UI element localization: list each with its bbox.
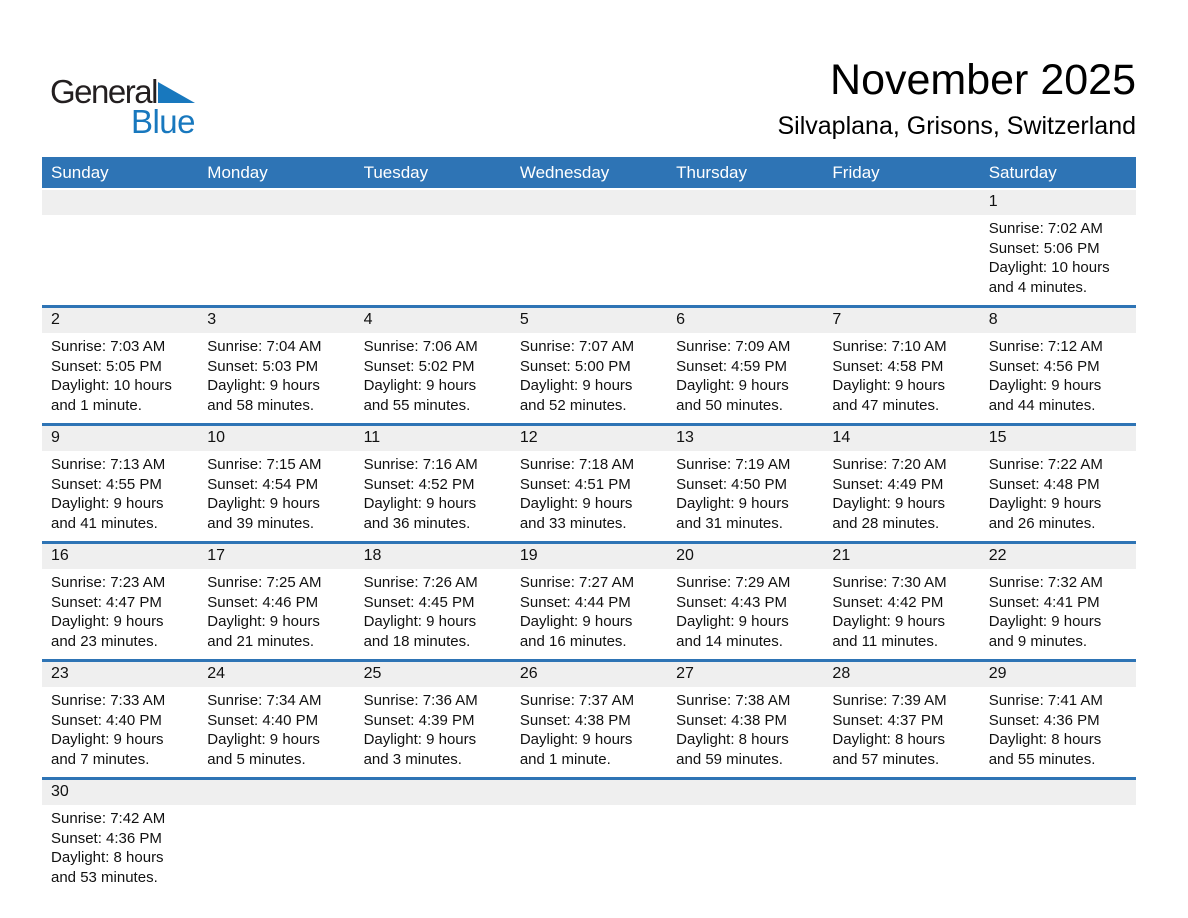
empty-day-cell [511, 190, 667, 305]
week-row [42, 190, 1136, 305]
sunset-text: Sunset: 4:54 PM [207, 475, 319, 493]
sunset-text: Sunset: 4:55 PM [51, 475, 162, 493]
daylight-text-cont: and 3 minutes. [363, 750, 462, 768]
day-details [355, 569, 511, 659]
day-details [511, 805, 667, 817]
daylight-text: Daylight: 9 hours [51, 731, 164, 748]
sunset-text: Sunset: 4:46 PM [207, 593, 319, 611]
daylight-text: Daylight: 9 hours [832, 613, 945, 630]
daylight-text-cont: and 18 minutes. [363, 632, 471, 650]
week-row [42, 777, 1136, 895]
sunset-text: Sunset: 4:56 PM [988, 357, 1100, 375]
sunset-text: Sunset: 4:36 PM [988, 711, 1100, 729]
daylight-text: Daylight: 9 hours [676, 377, 789, 394]
day-details [667, 687, 823, 777]
daylight-text: Daylight: 9 hours [519, 377, 633, 394]
day-cell [667, 544, 823, 659]
daylight-text-cont: and 9 minutes. [988, 632, 1088, 650]
daylight-text-cont: and 53 minutes. [51, 868, 158, 886]
day-details [511, 451, 667, 541]
daylight-text-cont: and 52 minutes. [519, 396, 627, 414]
sunset-text: Sunset: 4:40 PM [51, 711, 162, 729]
daylight-text-cont: and 31 minutes. [676, 514, 783, 532]
day-number: 15 [980, 426, 1136, 451]
daylight-text: Daylight: 9 hours [988, 495, 1102, 512]
day-details [42, 451, 198, 541]
empty-day-cell [198, 780, 354, 895]
weekday-header-thursday: Thursday [676, 162, 748, 182]
daylight-text: Daylight: 9 hours [519, 731, 633, 748]
daylight-text: Daylight: 9 hours [207, 495, 320, 512]
sunrise-text: Sunrise: 7:26 AM [363, 574, 478, 591]
weekday-header-sunday: Sunday [51, 162, 109, 182]
daylight-text-cont: and 4 minutes. [988, 278, 1088, 296]
daylight-text-cont: and 11 minutes. [832, 632, 939, 650]
day-details [198, 687, 354, 777]
daylight-text: Daylight: 9 hours [832, 495, 945, 512]
daylight-text-cont: and 58 minutes. [207, 396, 315, 414]
day-number [823, 190, 979, 215]
day-details [198, 451, 354, 541]
daylight-text: Daylight: 9 hours [832, 377, 945, 394]
day-cell [823, 662, 979, 777]
sunset-text: Sunset: 4:58 PM [832, 357, 944, 375]
day-number: 18 [355, 544, 511, 569]
daylight-text-cont: and 28 minutes. [832, 514, 940, 532]
day-details [355, 451, 511, 541]
day-number: 14 [823, 426, 979, 451]
daylight-text-cont: and 59 minutes. [676, 750, 783, 768]
sunrise-text: Sunrise: 7:20 AM [832, 456, 947, 473]
sunrise-text: Sunrise: 7:02 AM [988, 220, 1103, 237]
weekday-header-wednesday: Wednesday [519, 162, 610, 182]
day-number: 17 [198, 544, 354, 569]
sunset-text: Sunset: 4:39 PM [363, 711, 475, 729]
day-details [355, 333, 511, 423]
day-details [198, 569, 354, 659]
day-details [823, 805, 979, 817]
weekday-header-row [42, 157, 1136, 188]
empty-day-cell [355, 780, 511, 895]
day-number: 11 [355, 426, 511, 451]
day-details [667, 569, 823, 659]
day-details [980, 215, 1136, 305]
day-cell [42, 426, 198, 541]
empty-day-cell [198, 190, 354, 305]
day-number [198, 190, 354, 215]
day-details [511, 215, 667, 227]
day-number: 20 [667, 544, 823, 569]
day-number [42, 190, 198, 215]
sunset-text: Sunset: 4:51 PM [519, 475, 631, 493]
day-details [980, 687, 1136, 777]
sunrise-text: Sunrise: 7:37 AM [519, 692, 635, 709]
week-row [42, 305, 1136, 423]
daylight-text: Daylight: 9 hours [51, 613, 164, 630]
day-cell [667, 662, 823, 777]
day-details [980, 805, 1136, 817]
empty-day-cell [823, 780, 979, 895]
day-number: 7 [823, 308, 979, 333]
day-details [198, 805, 354, 817]
day-number: 9 [42, 426, 198, 451]
week-row [42, 659, 1136, 777]
day-number [355, 780, 511, 805]
day-cell [198, 308, 354, 423]
daylight-text: Daylight: 8 hours [988, 731, 1102, 748]
daylight-text: Daylight: 9 hours [363, 377, 477, 394]
day-details [42, 569, 198, 659]
sunset-text: Sunset: 4:50 PM [676, 475, 788, 493]
sunrise-text: Sunrise: 7:09 AM [676, 338, 791, 355]
sunset-text: Sunset: 5:02 PM [363, 357, 475, 375]
empty-day-cell [667, 190, 823, 305]
sunset-text: Sunset: 4:59 PM [676, 357, 788, 375]
sunrise-text: Sunrise: 7:27 AM [519, 574, 635, 591]
empty-day-cell [823, 190, 979, 305]
empty-day-cell [667, 780, 823, 895]
sunrise-text: Sunrise: 7:41 AM [988, 692, 1103, 709]
daylight-text: Daylight: 8 hours [832, 731, 945, 748]
daylight-text-cont: and 57 minutes. [832, 750, 940, 768]
daylight-text: Daylight: 9 hours [363, 613, 477, 630]
sunset-text: Sunset: 4:37 PM [832, 711, 944, 729]
day-details [42, 805, 198, 895]
day-number: 4 [355, 308, 511, 333]
daylight-text: Daylight: 9 hours [51, 495, 164, 512]
daylight-text-cont: and 36 minutes. [363, 514, 471, 532]
day-number: 26 [511, 662, 667, 687]
daylight-text-cont: and 16 minutes. [519, 632, 627, 650]
daylight-text: Daylight: 9 hours [988, 377, 1102, 394]
sunrise-text: Sunrise: 7:34 AM [207, 692, 322, 709]
day-cell [980, 426, 1136, 541]
daylight-text-cont: and 47 minutes. [832, 396, 940, 414]
day-details [355, 215, 511, 227]
day-cell [355, 426, 511, 541]
day-details [355, 805, 511, 817]
day-cell [198, 544, 354, 659]
day-number [355, 190, 511, 215]
day-number: 2 [42, 308, 198, 333]
day-cell [980, 544, 1136, 659]
daylight-text: Daylight: 8 hours [51, 849, 164, 866]
day-number [823, 780, 979, 805]
day-cell [511, 662, 667, 777]
sunrise-text: Sunrise: 7:29 AM [676, 574, 791, 591]
sunrise-text: Sunrise: 7:42 AM [51, 810, 166, 827]
day-cell [198, 662, 354, 777]
day-number [667, 780, 823, 805]
day-cell [823, 426, 979, 541]
day-details [667, 451, 823, 541]
sunset-text: Sunset: 4:44 PM [519, 593, 631, 611]
sunrise-text: Sunrise: 7:03 AM [51, 338, 166, 355]
day-cell [511, 544, 667, 659]
day-cell [355, 544, 511, 659]
sunrise-text: Sunrise: 7:07 AM [519, 338, 635, 355]
day-details [511, 333, 667, 423]
general-blue-logo [50, 73, 195, 140]
day-number: 6 [667, 308, 823, 333]
daylight-text: Daylight: 9 hours [363, 731, 477, 748]
sunset-text: Sunset: 5:06 PM [988, 239, 1100, 257]
daylight-text-cont: and 55 minutes. [363, 396, 471, 414]
day-details [511, 569, 667, 659]
day-details [42, 333, 198, 423]
sunset-text: Sunset: 4:45 PM [363, 593, 475, 611]
daylight-text-cont: and 41 minutes. [51, 514, 158, 532]
daylight-text: Daylight: 10 hours [988, 259, 1110, 276]
day-cell [823, 308, 979, 423]
daylight-text: Daylight: 9 hours [519, 613, 633, 630]
day-cell [42, 662, 198, 777]
day-number: 22 [980, 544, 1136, 569]
day-cell [42, 308, 198, 423]
day-cell [355, 662, 511, 777]
day-number [198, 780, 354, 805]
daylight-text-cont: and 33 minutes. [519, 514, 627, 532]
daylight-text: Daylight: 9 hours [676, 495, 789, 512]
daylight-text-cont: and 26 minutes. [988, 514, 1096, 532]
day-details [667, 805, 823, 817]
day-details [42, 215, 198, 227]
title-block [778, 56, 1137, 141]
sunset-text: Sunset: 4:48 PM [988, 475, 1100, 493]
day-number: 12 [511, 426, 667, 451]
sunset-text: Sunset: 4:40 PM [207, 711, 319, 729]
day-cell [980, 308, 1136, 423]
sunrise-text: Sunrise: 7:19 AM [676, 456, 791, 473]
sunrise-text: Sunrise: 7:30 AM [832, 574, 947, 591]
day-number: 5 [511, 308, 667, 333]
logo-triangle-icon [158, 82, 195, 103]
day-cell [355, 308, 511, 423]
sunrise-text: Sunrise: 7:06 AM [363, 338, 478, 355]
daylight-text-cont: and 39 minutes. [207, 514, 315, 532]
day-number: 8 [980, 308, 1136, 333]
sunrise-text: Sunrise: 7:39 AM [832, 692, 947, 709]
daylight-text-cont: and 1 minute. [51, 396, 142, 414]
day-number [980, 780, 1136, 805]
daylight-text: Daylight: 9 hours [207, 613, 320, 630]
day-number: 16 [42, 544, 198, 569]
sunset-text: Sunset: 4:49 PM [832, 475, 944, 493]
sunrise-text: Sunrise: 7:22 AM [988, 456, 1103, 473]
day-details [823, 451, 979, 541]
day-cell [511, 426, 667, 541]
day-number: 30 [42, 780, 198, 805]
sunrise-text: Sunrise: 7:16 AM [363, 456, 478, 473]
sunrise-text: Sunrise: 7:12 AM [988, 338, 1103, 355]
day-cell [980, 662, 1136, 777]
daylight-text-cont: and 23 minutes. [51, 632, 158, 650]
day-details [823, 569, 979, 659]
day-details [355, 687, 511, 777]
day-details [42, 687, 198, 777]
sunset-text: Sunset: 4:36 PM [51, 829, 162, 847]
day-number: 19 [511, 544, 667, 569]
day-details [667, 333, 823, 423]
daylight-text: Daylight: 9 hours [363, 495, 477, 512]
empty-day-cell [42, 190, 198, 305]
daylight-text-cont: and 44 minutes. [988, 396, 1096, 414]
day-details [511, 687, 667, 777]
daylight-text-cont: and 14 minutes. [676, 632, 783, 650]
daylight-text-cont: and 21 minutes. [207, 632, 315, 650]
daylight-text: Daylight: 9 hours [207, 377, 320, 394]
empty-day-cell [511, 780, 667, 895]
day-details [823, 215, 979, 227]
day-number: 3 [198, 308, 354, 333]
day-details [667, 215, 823, 227]
daylight-text-cont: and 7 minutes. [51, 750, 150, 768]
daylight-text: Daylight: 8 hours [676, 731, 789, 748]
day-details [823, 333, 979, 423]
sunset-text: Sunset: 4:47 PM [51, 593, 162, 611]
day-cell [511, 308, 667, 423]
sunrise-text: Sunrise: 7:38 AM [676, 692, 791, 709]
calendar-table [42, 157, 1136, 895]
calendar-grid [42, 190, 1136, 895]
sunrise-text: Sunrise: 7:36 AM [363, 692, 478, 709]
day-number [511, 780, 667, 805]
day-details [980, 569, 1136, 659]
sunset-text: Sunset: 5:00 PM [519, 357, 631, 375]
week-row [42, 423, 1136, 541]
day-cell [42, 544, 198, 659]
daylight-text-cont: and 55 minutes. [988, 750, 1096, 768]
sunrise-text: Sunrise: 7:10 AM [832, 338, 947, 355]
day-number: 1 [980, 190, 1136, 215]
page-subtitle: Silvaplana, Grisons, Switzerland [777, 112, 1136, 140]
sunrise-text: Sunrise: 7:33 AM [51, 692, 166, 709]
daylight-text: Daylight: 9 hours [207, 731, 320, 748]
day-number: 27 [667, 662, 823, 687]
day-number: 13 [667, 426, 823, 451]
weekday-header-saturday: Saturday [988, 162, 1057, 182]
day-details [198, 333, 354, 423]
day-number: 23 [42, 662, 198, 687]
sunrise-text: Sunrise: 7:13 AM [51, 456, 166, 473]
day-number [667, 190, 823, 215]
day-details [823, 687, 979, 777]
day-number: 28 [823, 662, 979, 687]
daylight-text: Daylight: 9 hours [988, 613, 1102, 630]
weekday-header-monday: Monday [207, 162, 268, 182]
day-number [511, 190, 667, 215]
sunrise-text: Sunrise: 7:04 AM [207, 338, 322, 355]
day-number: 25 [355, 662, 511, 687]
sunrise-text: Sunrise: 7:25 AM [207, 574, 322, 591]
sunset-text: Sunset: 5:05 PM [51, 357, 162, 375]
day-number: 29 [980, 662, 1136, 687]
logo-text-blue: Blue [130, 103, 195, 140]
daylight-text: Daylight: 9 hours [676, 613, 789, 630]
sunset-text: Sunset: 4:43 PM [676, 593, 788, 611]
sunset-text: Sunset: 4:38 PM [519, 711, 631, 729]
day-cell [667, 426, 823, 541]
daylight-text-cont: and 1 minute. [519, 750, 611, 768]
empty-day-cell [980, 780, 1136, 895]
day-cell [980, 190, 1136, 305]
daylight-text: Daylight: 9 hours [519, 495, 633, 512]
sunset-text: Sunset: 5:03 PM [207, 357, 319, 375]
logo-text-general: General [50, 73, 157, 110]
day-number: 24 [198, 662, 354, 687]
day-details [980, 333, 1136, 423]
sunrise-text: Sunrise: 7:15 AM [207, 456, 322, 473]
daylight-text-cont: and 50 minutes. [676, 396, 783, 414]
weekday-header-friday: Friday [832, 162, 880, 182]
day-details [198, 215, 354, 227]
sunset-text: Sunset: 4:38 PM [676, 711, 788, 729]
sunset-text: Sunset: 4:42 PM [832, 593, 944, 611]
day-cell [667, 308, 823, 423]
day-cell [823, 544, 979, 659]
daylight-text: Daylight: 10 hours [51, 377, 172, 394]
empty-day-cell [355, 190, 511, 305]
sunset-text: Sunset: 4:52 PM [363, 475, 475, 493]
sunrise-text: Sunrise: 7:23 AM [51, 574, 166, 591]
day-details [980, 451, 1136, 541]
sunrise-text: Sunrise: 7:32 AM [988, 574, 1103, 591]
day-cell [42, 780, 198, 895]
day-number: 21 [823, 544, 979, 569]
sunrise-text: Sunrise: 7:18 AM [519, 456, 635, 473]
day-cell [198, 426, 354, 541]
weekday-header-tuesday: Tuesday [363, 162, 429, 182]
week-row [42, 541, 1136, 659]
sunset-text: Sunset: 4:41 PM [988, 593, 1100, 611]
page-title: November 2025 [830, 56, 1136, 104]
day-number: 10 [198, 426, 354, 451]
daylight-text-cont: and 5 minutes. [207, 750, 306, 768]
